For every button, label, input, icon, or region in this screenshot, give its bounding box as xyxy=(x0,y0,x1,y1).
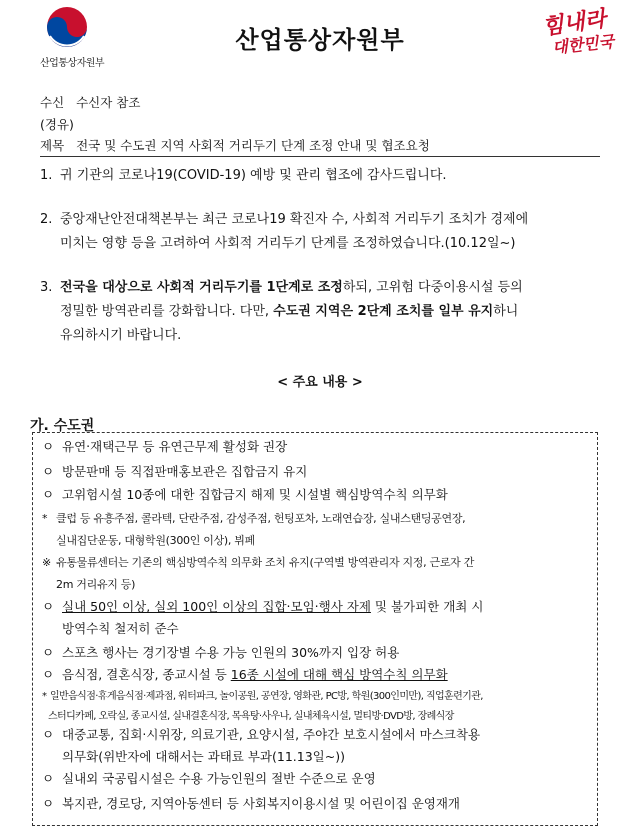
note-mark: * xyxy=(42,691,47,702)
paragraph-text: 정밀한 방역관리를 강화합니다. 다만, xyxy=(60,304,274,319)
subject-divider xyxy=(40,156,600,157)
note-mark: ※ xyxy=(42,556,51,569)
logo-caption: 산업통상자원부 xyxy=(39,58,105,69)
bullet: ㅇ xyxy=(42,771,55,786)
paragraph-text: 하니 xyxy=(493,304,519,319)
paragraph-number: 2. xyxy=(40,212,53,227)
bullet: ㅇ xyxy=(42,796,55,811)
bullet: ㅇ xyxy=(42,487,55,502)
subject-label: 제목 xyxy=(40,138,65,153)
letterhead xyxy=(0,0,640,80)
emphasis-text: 전국을 대상으로 사회적 거리두기를 1단계로 조정 xyxy=(60,280,343,295)
item-text: 스포츠 행사는 경기장별 수용 가능 인원의 30%까지 입장 허용 xyxy=(62,645,400,660)
note-item xyxy=(42,508,598,530)
note-text: 2m 거리유지 등) xyxy=(56,578,136,591)
subject-line xyxy=(40,136,430,154)
paragraph-3 xyxy=(40,276,610,348)
note-text: 스터디카페, 오락실, 종교시설, 실내결혼식장, 목욕탕‧사우나, 실내체육시설, 멀티방‧DVD방, 장례식장 xyxy=(48,711,454,722)
bullet: ㅇ xyxy=(42,439,55,454)
note-text: 유통물류센터는 기존의 핵심방역수칙 의무화 조치 유지(구역별 방역관리자 지정, 근로자 간 xyxy=(56,556,475,569)
slogan-calligraphy xyxy=(540,2,620,74)
section-subtitle: 가. 수도권 xyxy=(30,418,95,434)
list-item xyxy=(42,768,598,790)
item-underlined-text: 16종 시설에 대해 핵심 방역수칙 의무화 xyxy=(230,667,448,682)
recipient-label: 수신 xyxy=(40,95,65,110)
ministry-title: 산업통상자원부 xyxy=(235,26,405,54)
section-title: < 주요 내용 > xyxy=(277,375,363,390)
item-text: 유연‧재택근무 등 유연근무제 활성화 권장 xyxy=(62,439,288,454)
item-underlined-text: 실내 50인 이상, 실외 100인 이상의 집합‧모임‧행사 자제 xyxy=(62,599,371,614)
paragraph-number: 3. xyxy=(40,280,53,295)
note-text: 클럽 등 유흥주점, 콜라텍, 단란주점, 감성주점, 헌팅포차, 노래연습장, 실내스탠딩공연장, xyxy=(56,512,466,525)
via-line: (경유) xyxy=(40,117,74,132)
item-text: 복지관, 경로당, 지역아동센터 등 사회복지이용시설 및 어린이집 운영재개 xyxy=(62,796,461,811)
item-text: 의무화(위반자에 대해서는 과태료 부과(11.13일~)) xyxy=(62,749,345,764)
list-item xyxy=(42,461,598,483)
paragraph-text: 귀 기관의 코로나19(COVID-19) 예방 및 관리 협조에 감사드립니다. xyxy=(60,168,447,183)
list-item xyxy=(42,596,598,618)
paragraph-number: 1. xyxy=(40,168,53,183)
emphasis-text: 수도권 지역은 2단계 조치를 일부 유지 xyxy=(273,304,494,319)
note-mark: * xyxy=(42,512,48,525)
note-text: 일반음식점‧휴게음식점‧제과점, 워터파크, 놀이공원, 공연장, 영화관, PC방, 학원(300인미만), 직업훈련기관, xyxy=(50,691,483,702)
list-item xyxy=(42,724,598,746)
note-text: 실내집단운동, 대형학원(300인 이상), 뷔페 xyxy=(56,534,255,547)
list-item xyxy=(42,642,598,664)
paragraph-text: 중앙재난안전대책본부는 최근 코로나19 확진자 수, 사회적 거리두기 조치가 경제에 xyxy=(60,212,529,227)
slogan-line2: 대한민국 xyxy=(551,31,615,58)
bullet: ㅇ xyxy=(42,727,55,742)
paragraph-text: 하되, 고위험 다중이용시설 등의 xyxy=(342,280,523,295)
paragraph-2 xyxy=(40,208,610,256)
item-text: 실내외 국공립시설은 수용 가능인원의 절반 수준으로 운영 xyxy=(62,771,376,786)
note-item xyxy=(42,552,598,574)
bullet: ㅇ xyxy=(42,667,55,682)
item-text: 고위험시설 10종에 대한 집합금지 해제 및 시설별 핵심방역수칙 의무화 xyxy=(62,487,448,502)
item-text: 및 불가피한 개최 시 xyxy=(370,599,484,614)
list-item xyxy=(42,664,598,686)
bullet: ㅇ xyxy=(42,464,55,479)
item-text: 방문판매 등 직접판매홍보관은 집합금지 유지 xyxy=(62,464,308,479)
item-text: 음식점, 결혼식장, 종교시설 등 xyxy=(62,667,231,682)
list-item xyxy=(42,793,598,815)
bullet: ㅇ xyxy=(42,645,55,660)
paragraph-1 xyxy=(40,164,610,188)
paragraph-text: 미치는 영향 등을 고려하여 사회적 거리두기 단계를 조정하였습니다.(10.12일~) xyxy=(60,236,516,251)
subject-value: 전국 및 수도권 지역 사회적 거리두기 단계 조정 안내 및 협조요청 xyxy=(76,138,430,153)
bullet: ㅇ xyxy=(42,599,55,614)
list-item xyxy=(42,484,598,506)
item-text: 대중교통, 집회‧시위장, 의료기관, 요양시설, 주야간 보호시설에서 마스크착용 xyxy=(62,727,481,742)
paragraph-text: 유의하시기 바랍니다. xyxy=(60,328,182,343)
item-text: 방역수칙 철저히 준수 xyxy=(62,621,179,636)
recipient-value: 수신자 참조 xyxy=(76,95,141,110)
recipient-line xyxy=(40,93,140,111)
list-item xyxy=(42,436,598,458)
note-item xyxy=(42,686,598,708)
slogan-line1: 힘내라 xyxy=(540,6,608,41)
